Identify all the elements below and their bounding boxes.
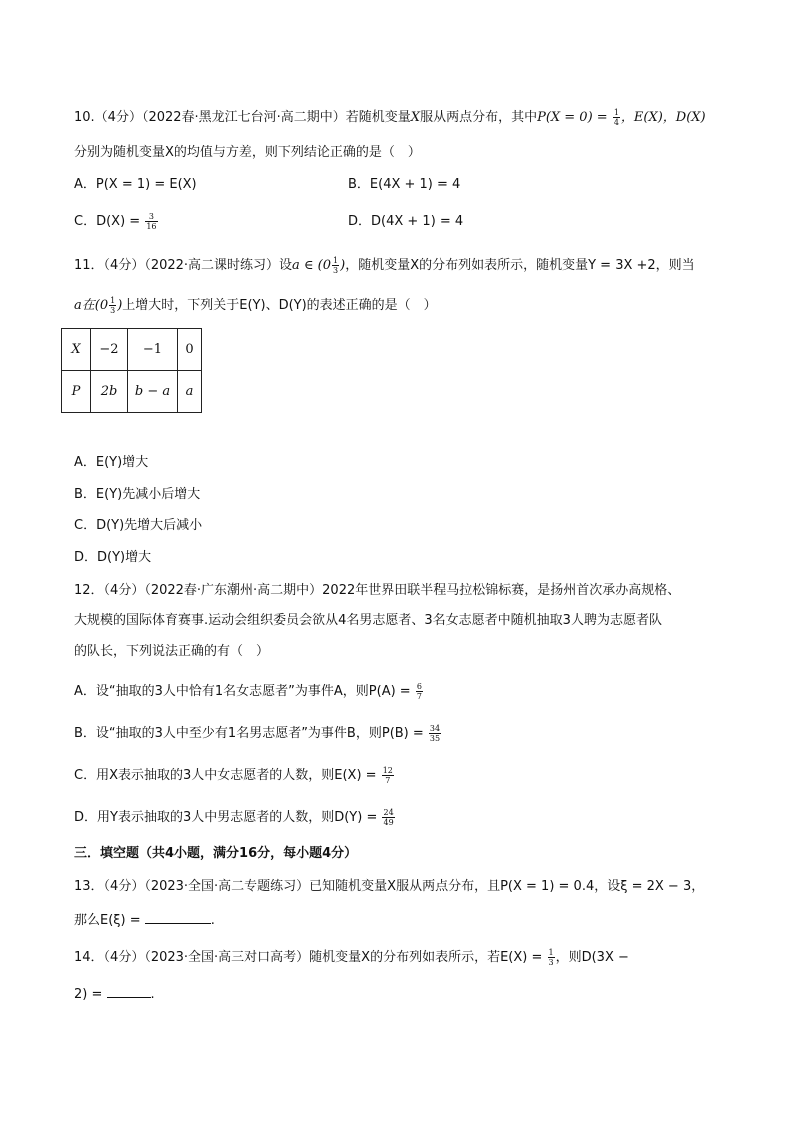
q11-interval-fraction xyxy=(332,256,339,275)
q12-stem-line1: 12．（4分）（2022春·广东潮州·高二期中）2022年世界田联半程马拉松锦标赛，是扬州首次承办高规格、 xyxy=(74,583,681,598)
q10-option-c-fraction xyxy=(145,212,157,231)
q11-line2-pre: a在(0 xyxy=(74,298,109,313)
q12-option-d-fraction xyxy=(382,808,394,827)
q12-option-c-den: 7 xyxy=(385,776,391,785)
q14-answer-blank[interactable] xyxy=(107,984,151,998)
q12-option-c-fraction xyxy=(382,766,394,785)
q10-frac-num: 1 xyxy=(613,108,619,117)
q10-fraction xyxy=(613,108,620,127)
q10-frac-den: 4 xyxy=(613,118,619,127)
q14-stem-line2 xyxy=(74,984,155,1004)
q10-option-c-num: 3 xyxy=(145,212,157,222)
q12-option-b-den: 35 xyxy=(429,734,441,743)
table-cell: b − a xyxy=(128,371,178,413)
q13-stem-line1: 13．（4分）（2023·全国·高二专题练习）已知随机变量X服从两点分布，且P(X = 1) = 0.4，设ξ = 2X − 3， xyxy=(74,879,705,894)
q10-option-c-den: 16 xyxy=(146,222,157,231)
q10-mid: 服从两点分布，其中 xyxy=(420,110,538,125)
q11-prefix: 11．（4分）（2022·高二课时练习）设 xyxy=(74,258,293,273)
q14-frac-num: 1 xyxy=(548,948,554,957)
q14-frac-den: 3 xyxy=(548,958,554,967)
q12-option-c-num: 12 xyxy=(382,766,393,775)
q12-option-c xyxy=(74,766,395,785)
q11-mid: ，随机变量X的分布列如表所示，随机变量Y = 3X +2，则当 xyxy=(345,258,695,273)
q11-distribution-table xyxy=(61,328,202,413)
q12-option-d xyxy=(74,808,396,827)
q12-option-a-text: A．设“抽取的3人中恰有1名女志愿者”为事件A，则P(A) = xyxy=(74,684,411,699)
q10-condition: P(X = 0) = xyxy=(537,110,608,125)
table-cell: a xyxy=(178,371,202,413)
q14-line1-text: 14．（4分）（2023·全国·高三对口高考）随机变量X的分布列如表所示，若E(X) = xyxy=(74,950,543,965)
q12-stem-line2: 大规模的国际体育赛事.运动会组织委员会欲从4名男志愿者、3名女志愿者中随机抽取3人聘为志愿者队 xyxy=(74,613,662,628)
q11-interval-num: 1 xyxy=(333,256,339,265)
q14-line2-end: . xyxy=(150,987,155,1002)
q14-fraction xyxy=(548,948,555,967)
q13-line2-end: . xyxy=(210,913,215,928)
table-row xyxy=(62,329,202,371)
q10-option-c xyxy=(74,212,159,231)
q11-line2-fraction xyxy=(109,296,116,315)
q11-option-c: C．D(Y)先增大后减小 xyxy=(74,518,203,533)
q10-variable: X xyxy=(410,110,421,125)
q13-stem-line2 xyxy=(74,910,215,930)
q14-line1-post: ，则D(3X − xyxy=(555,950,629,965)
section-heading: 三．填空题（共4小题，满分16分，每小题4分） xyxy=(74,846,358,861)
q11-interval-den: 3 xyxy=(333,266,339,275)
q11-line2-post: 上增大时，下列关于E(Y)、D(Y)的表述正确的是（ ） xyxy=(122,298,437,313)
q11-option-d: D．D(Y)增大 xyxy=(74,550,152,565)
q10-stem-line2: 分别为随机变量X的均值与方差，则下列结论正确的是（ ） xyxy=(74,145,421,160)
q12-option-a xyxy=(74,682,424,701)
q11-line2-num: 1 xyxy=(110,296,116,305)
table-cell: 0 xyxy=(178,329,202,371)
q11-stem-line1 xyxy=(74,256,695,275)
q11-option-b: B．E(Y)先减小后增大 xyxy=(74,487,201,502)
q12-option-d-den: 49 xyxy=(383,818,394,827)
q12-stem-line3: 的队长，下列说法正确的有（ ） xyxy=(74,644,270,659)
q14-line2-text: 2) = xyxy=(74,987,103,1002)
q10-option-d: D．D(4X + 1) = 4 xyxy=(348,214,464,229)
q12-option-a-fraction xyxy=(416,682,423,701)
q13-line2-text: 那么E(ξ) = xyxy=(74,913,141,928)
q10-option-c-text: C．D(X) = xyxy=(74,214,141,229)
q14-stem-line1 xyxy=(74,948,629,967)
q10-option-a: A．P(X = 1) = E(X) xyxy=(74,177,197,192)
q12-option-a-num: 6 xyxy=(416,682,422,691)
q12-option-c-text: C．用X表示抽取的3人中女志愿者的人数，则E(X) = xyxy=(74,768,377,783)
table-cell: −2 xyxy=(91,329,128,371)
q12-option-b-num: 34 xyxy=(429,724,441,733)
q10-option-b: B．E(4X + 1) = 4 xyxy=(348,177,461,192)
q11-line2-den: 3 xyxy=(110,306,116,315)
table-row xyxy=(62,371,202,413)
table-cell: 2b xyxy=(91,371,128,413)
table-cell: −1 xyxy=(128,329,178,371)
q10-stem-line1 xyxy=(74,108,706,127)
q12-option-a-den: 7 xyxy=(416,692,422,701)
q11-condition-close: ) xyxy=(340,258,346,273)
q10-tail: ，E(X)，D(X) xyxy=(620,110,706,125)
q12-option-d-text: D．用Y表示抽取的3人中男志愿者的人数，则D(Y) = xyxy=(74,810,378,825)
q12-option-b-fraction xyxy=(429,724,441,743)
table-cell: P xyxy=(62,371,91,413)
q11-line2-close: ) xyxy=(117,298,123,313)
q11-option-a: A．E(Y)增大 xyxy=(74,455,149,470)
q13-answer-blank[interactable] xyxy=(145,910,211,924)
q11-stem-line2 xyxy=(74,296,437,315)
q10-prefix: 10.（4分）（2022春·黑龙江七台河·高二期中）若随机变量 xyxy=(74,110,411,125)
q12-option-d-num: 24 xyxy=(383,808,394,817)
q12-option-b-text: B．设“抽取的3人中至少有1名男志愿者”为事件B，则P(B) = xyxy=(74,726,424,741)
table-cell: X xyxy=(62,329,91,371)
q11-condition: a ∈ (0 xyxy=(292,258,332,273)
q12-option-b xyxy=(74,724,442,743)
